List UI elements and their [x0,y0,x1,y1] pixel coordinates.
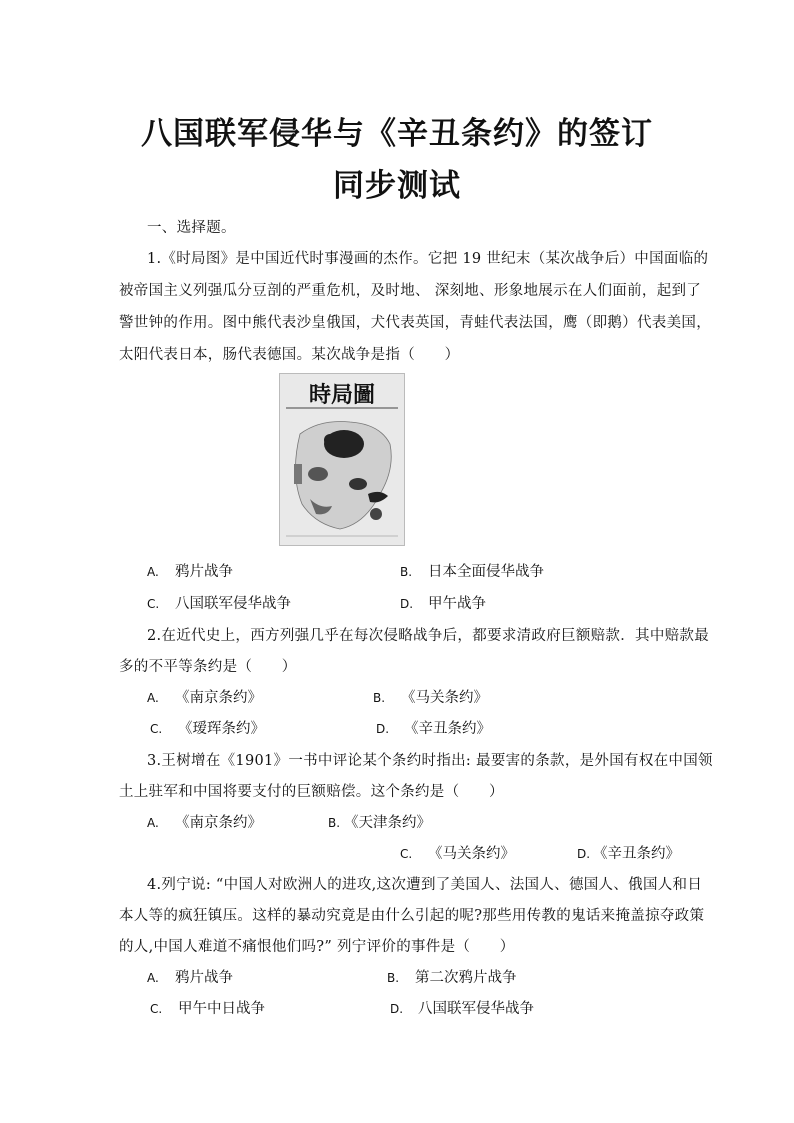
q3-line: 3.王树增在《1901》一书中评论某个条约时指出: 最要害的条款，是外国有权在中国领 [147,753,713,769]
option-text: 第二次鸦片战争 [415,970,517,986]
q1-line: 1.《时局图》是中国近代时事漫画的杰作。它把 19 世纪末（某次战争后）中国面临的 [147,251,709,267]
option-text: 《瑷珲条约》 [178,721,265,737]
option-text: 《天津条约》 [344,815,431,831]
q4-line: 的人,中国人难道不痛恨他们吗?” 列宁评价的事件是（ ） [119,939,515,955]
option-key: A. [147,816,159,830]
q4-line: 4.列宁说: “中国人对欧洲人的进攻,这次遭到了美国人、法国人、德国人、俄国人和日 [147,877,703,893]
q2-option-a [147,686,262,707]
option-text: 《马关条约》 [401,690,488,706]
q4-line: 本人等的疯狂镇压。这样的暴动究竟是由什么引起的呢?那些用传教的鬼话来掩盖掠夺政策 [119,908,705,924]
q4-option-a [147,966,233,987]
q1-option-d [400,592,486,613]
q1-option-c [147,592,291,613]
option-key: D. [376,722,390,736]
option-key: B. [400,565,413,579]
option-text: 《南京条约》 [175,690,262,706]
option-text: 鸦片战争 [175,564,233,580]
q1-option-b [400,560,544,581]
option-key: C. [147,597,160,611]
q1-option-a [147,560,233,581]
q4-option-c [150,997,265,1018]
option-key: D. [577,847,591,861]
option-text: 《辛丑条约》 [404,721,491,737]
option-key: C. [400,847,413,861]
page-title: 八国联军侵华与《辛丑条约》的签订 [141,116,653,152]
q1-line: 警世钟的作用。图中熊代表沙皇俄国，犬代表英国，青蛙代表法国，鹰（即鹅）代表美国， [119,315,711,331]
option-key: A. [147,971,159,985]
q2-line: 多的不平等条约是（ ） [119,659,297,675]
q2-option-d [376,717,491,738]
option-key: D. [400,597,414,611]
q4-option-b [387,966,517,987]
option-text: 日本全面侵华战争 [428,564,544,580]
option-key: A. [147,565,159,579]
q1-line: 被帝国主义列强瓜分豆剖的严重危机，及时地、 深刻地、形象地展示在人们面前，起到了 [119,283,702,299]
option-text: 《马关条约》 [428,846,515,862]
section-heading: 一、选择题。 [147,220,236,236]
q2-line: 2.在近代史上，西方列强几乎在每次侵略战争后，都要求清政府巨额赔款．其中赔款最 [147,628,710,644]
q1-line: 太阳代表日本，肠代表德国。某次战争是指（ ） [119,347,460,363]
option-key: C. [150,722,163,736]
option-key: C. [150,1002,163,1016]
q3-option-a [147,811,262,832]
q3-option-d [577,842,680,863]
q2-option-c [150,717,265,738]
shijutu-cartoon-image [279,373,405,546]
q3-line: 土上驻军和中国将要支付的巨额赔偿。这个条约是（ ） [119,784,504,800]
option-text: 八国联军侵华战争 [418,1001,534,1017]
option-text: 八国联军侵华战争 [175,596,291,612]
option-text: 鸦片战争 [175,970,233,986]
option-text: 《辛丑条约》 [593,846,680,862]
figure-title: 時局圖 [308,382,376,408]
q3-option-b [328,811,431,832]
q3-option-c [400,842,515,863]
option-key: D. [390,1002,404,1016]
option-key: B. [387,971,400,985]
q4-option-d [390,997,534,1018]
cartoon-drawing [280,374,404,545]
page-subtitle: 同步测试 [333,168,461,204]
option-text: 甲午中日战争 [178,1001,265,1017]
option-key: B. [328,816,341,830]
q2-option-b [373,686,488,707]
option-key: B. [373,691,386,705]
option-text: 《南京条约》 [175,815,262,831]
option-key: A. [147,691,159,705]
option-text: 甲午战争 [428,596,486,612]
